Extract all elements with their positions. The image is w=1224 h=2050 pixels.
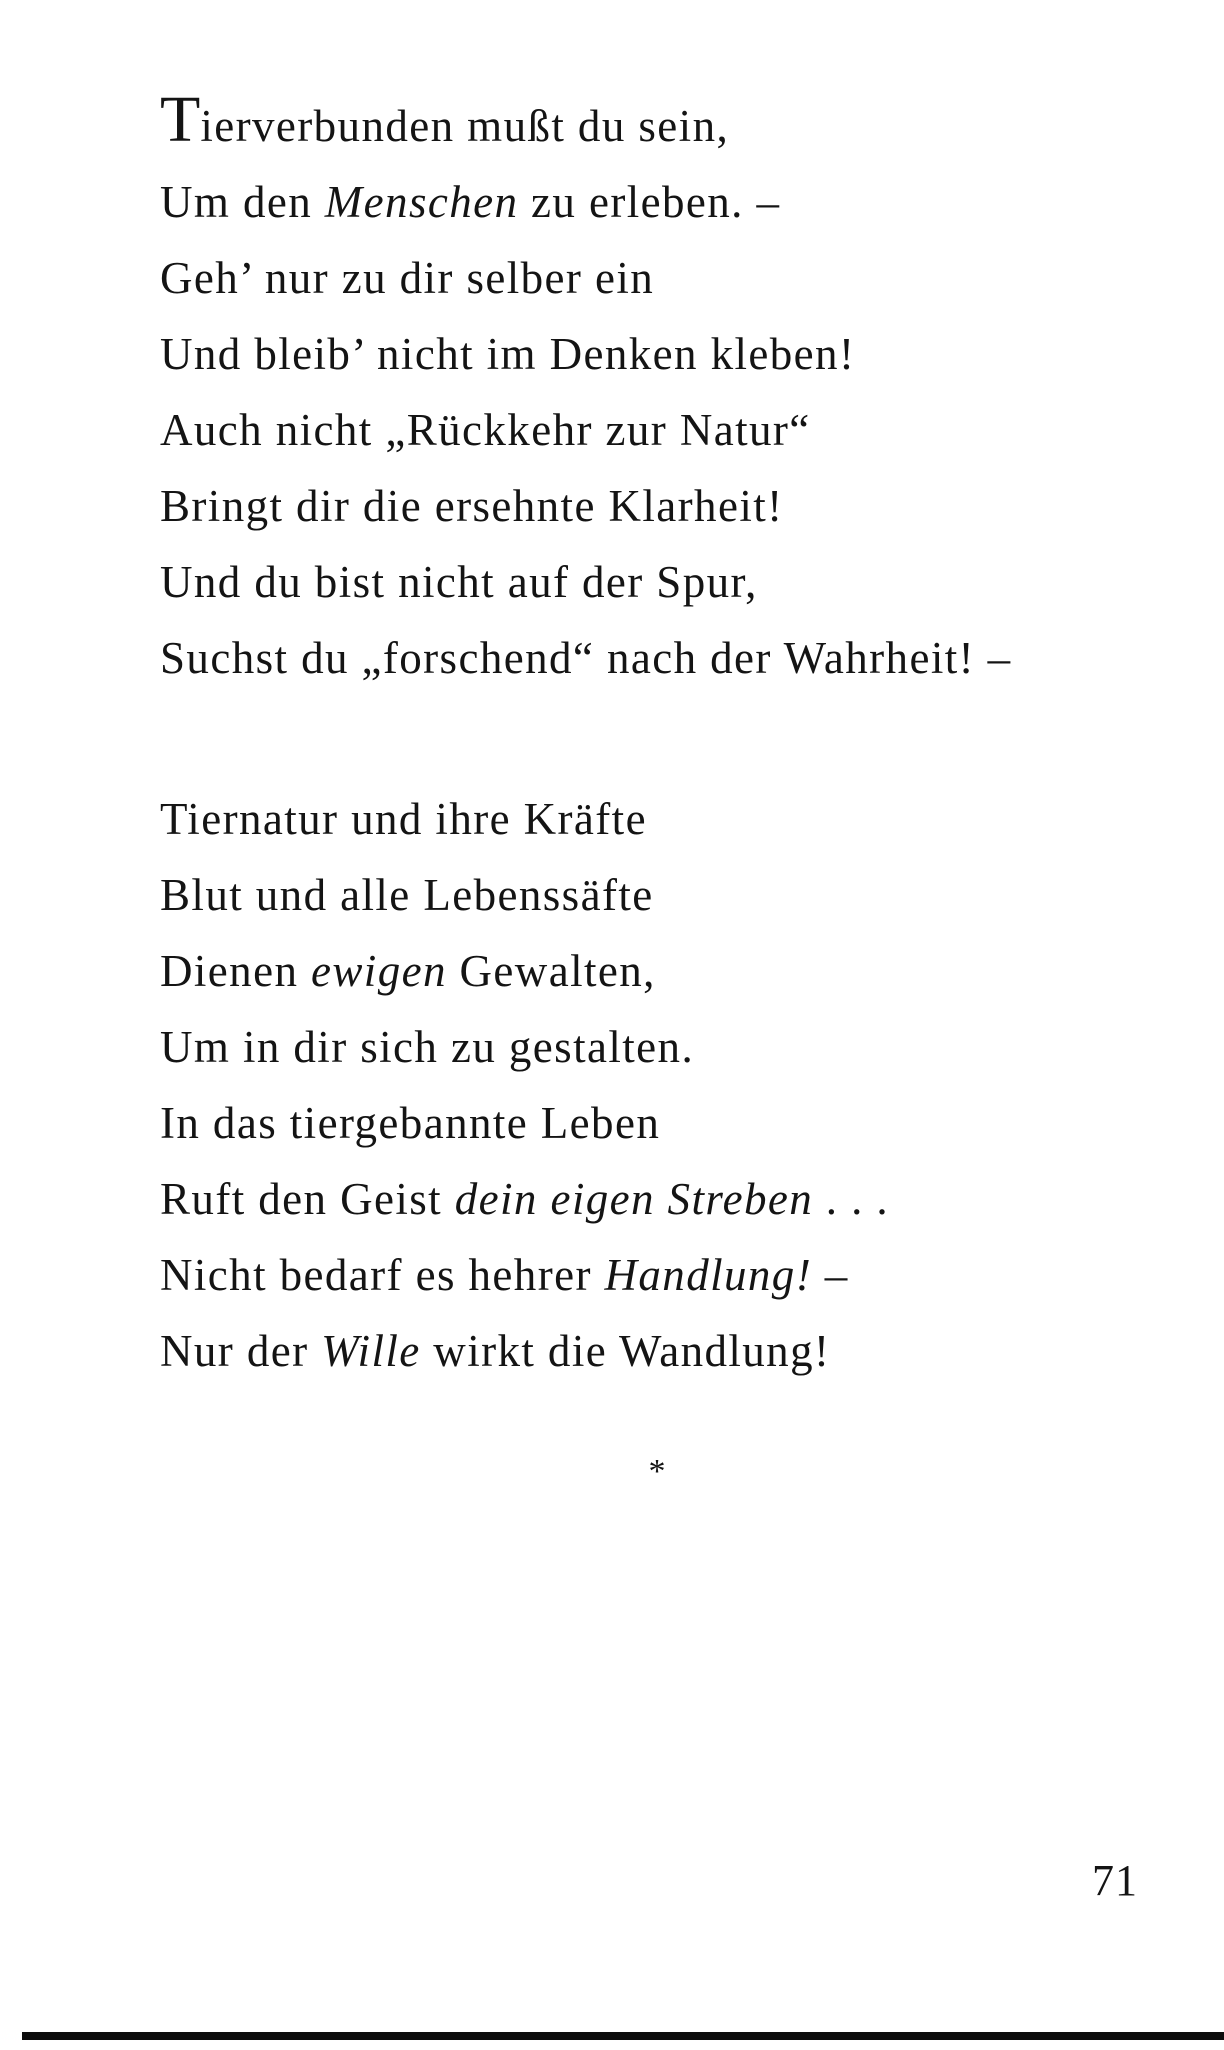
poem-line: Und bleib’ nicht im Denken kleben! <box>160 329 856 379</box>
line-text-after: – <box>812 1250 849 1300</box>
poem-line: Geh’ nur zu dir selber ein <box>160 253 655 303</box>
page-number: 71 <box>1092 1856 1138 1905</box>
line-text-after: Gewalten, <box>446 946 656 996</box>
poem-line <box>160 83 1012 164</box>
poem-line: Suchst du „forschend“ nach der Wahrheit! – <box>160 633 1012 683</box>
poem-stanza-1 <box>160 83 1012 696</box>
line-text: ierverbunden mußt du sein, <box>200 101 730 151</box>
poem-line: Um in dir sich zu gestalten. <box>160 1022 695 1072</box>
poem-line <box>160 164 1012 240</box>
poem-line: In das tiergebannte Leben <box>160 1098 661 1148</box>
initial-letter: T <box>160 83 201 156</box>
line-emphasis: Wille <box>321 1326 421 1376</box>
line-text-before: Ruft den Geist <box>160 1174 455 1224</box>
line-emphasis: ewigen <box>311 946 447 996</box>
poem-stanza-2 <box>160 781 889 1389</box>
line-text-after: . . . <box>813 1174 890 1224</box>
poem-line: Auch nicht „Rückkehr zur Natur“ <box>160 405 811 455</box>
poem-line: Und du bist nicht auf der Spur, <box>160 557 758 607</box>
poem-line <box>160 933 889 1009</box>
line-text-before: Um den <box>160 177 325 227</box>
line-emphasis: Handlung! <box>604 1250 813 1300</box>
poem-line <box>160 1237 889 1313</box>
line-emphasis: dein eigen Streben <box>454 1174 814 1224</box>
line-text-after: wirkt die Wandlung! <box>420 1326 831 1376</box>
bottom-edge-rule <box>22 2032 1224 2040</box>
section-separator-star-icon: * <box>648 1453 666 1490</box>
line-text-after: zu erleben. – <box>518 177 781 227</box>
line-text-before: Dienen <box>160 946 311 996</box>
line-text-before: Nur der <box>160 1326 322 1376</box>
poem-line <box>160 1161 889 1237</box>
poem-line: Tiernatur und ihre Kräfte <box>160 794 647 844</box>
poem-line: Blut und alle Lebenssäfte <box>160 870 654 920</box>
poem-line: Bringt dir die ersehnte Klarheit! <box>160 481 784 531</box>
poem-line <box>160 1313 889 1389</box>
line-emphasis: Menschen <box>324 177 519 227</box>
line-text-before: Nicht bedarf es hehrer <box>160 1250 605 1300</box>
